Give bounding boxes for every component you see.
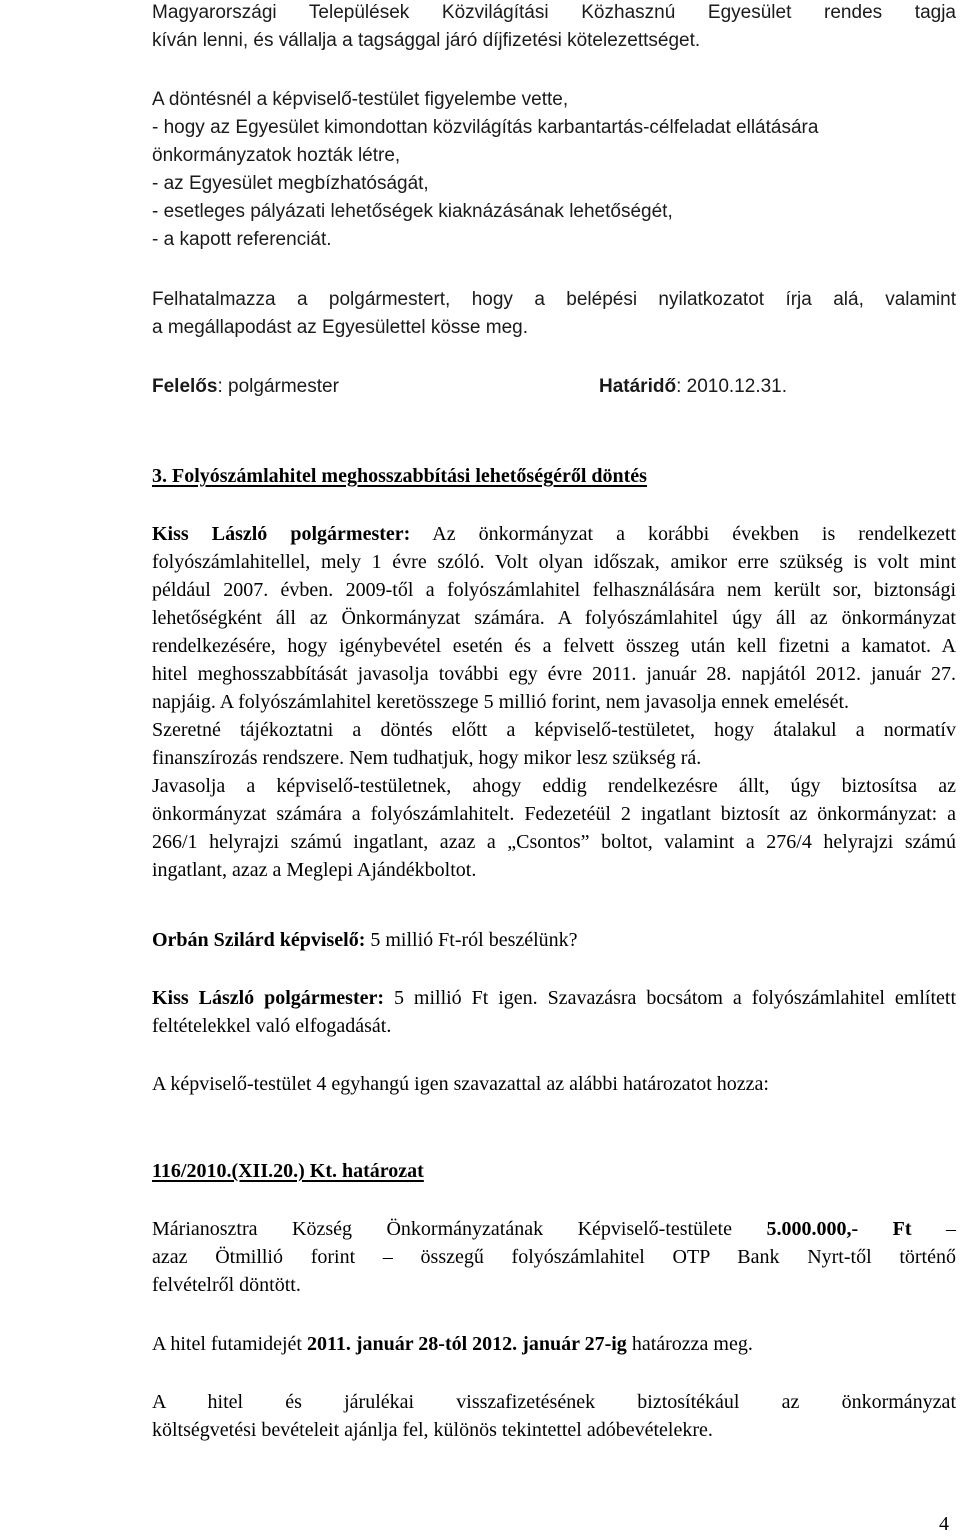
consideration-line: - az Egyesület megbízhatóságát, — [152, 173, 429, 194]
section-3-title: 3. Folyószámlahitel meghosszabbítási lehetőségéről döntés — [152, 465, 647, 487]
consideration-line: - esetleges pályázati lehetőségek kiaknázásának lehetőségét, — [152, 201, 673, 222]
resolution-line: azaz Ötmillió forint – összegű folyószámlahitel OTP Bank Nyrt-től történő — [152, 1246, 956, 1268]
authorization-paragraph — [152, 286, 956, 342]
consideration-line: - a kapott referenciát. — [152, 229, 332, 250]
speech-paragraph-3 — [152, 984, 956, 1040]
speech-1-line: Kiss László polgármester: Az önkormányzat a korábbi években is rendelkezett — [152, 523, 957, 545]
hatarido-field — [599, 373, 787, 401]
speech-paragraph-1 — [152, 520, 956, 884]
speech-1-line: hitel meghosszabbítását javasolja további egy évre 2011. január 28. napjától 2012. január 27. — [152, 663, 956, 685]
resolution-number: 116/2010.(XII.20.) Kt. határozat — [152, 1160, 424, 1182]
speech-1-line: önkormányzat számára a folyószámlahitelt. Fedezetéül 2 ingatlant biztosít az önkormányzat: a — [152, 803, 956, 825]
speech-1-line: lehetőségként áll az Önkormányzat számára. A folyószámlahitel úgy áll az önkormányzat — [152, 607, 956, 629]
page-number: 4 — [939, 1513, 949, 1535]
resolution-line: A hitel és járulékai visszafizetésének biztosítékául az önkormányzat — [152, 1391, 956, 1413]
resolution-title — [152, 1157, 956, 1185]
resolution-paragraph-3 — [152, 1388, 956, 1444]
speaker-name: Kiss László polgármester: — [152, 987, 385, 1009]
speech-1-line: Javasolja a képviselő-testületnek, ahogy eddig rendelkezésre állt, úgy biztosítsa az — [152, 775, 956, 797]
speech-1-line: napjáig. A folyószámlahitel keretösszege 5 millió forint, nem javasolja ennek emelését. — [152, 691, 850, 713]
resolution-line: felvételről döntött. — [152, 1274, 301, 1296]
speaker-name: Orbán Szilárd képviselő: — [152, 929, 366, 951]
felelos-label: Felelős — [152, 376, 218, 397]
intro-line-2: kíván lenni, és vállalja a tagsággal járó díjfizetési kötelezettséget. — [152, 30, 701, 51]
felelos-value: : polgármester — [217, 376, 339, 397]
vote-paragraph: A képviselő-testület 4 egyhangú igen szavazattal az alábbi határozatot hozza: — [152, 1073, 769, 1095]
consideration-line: - hogy az Egyesület kimondottan közvilágítás karbantartás-célfeladat ellátására — [152, 117, 819, 138]
speech-3-line: feltételekkel való elfogadását. — [152, 1015, 392, 1037]
hatarido-label: Határidő — [599, 376, 677, 397]
resolution-line: költségvetési bevételeit ajánlja fel, különös tekintettel adóbevételekre. — [152, 1419, 713, 1441]
felelos-field — [152, 373, 339, 401]
section-heading — [152, 462, 956, 490]
speaker-name: Kiss László polgármester: — [152, 523, 411, 545]
loan-amount: 5.000.000,- Ft — [766, 1218, 912, 1240]
intro-line-1: Magyarországi Települések Közvilágítási Közhasznú Egyesület rendes tagja — [152, 2, 956, 23]
speech-1-line: ingatlant, azaz a Meglepi Ajándékboltot. — [152, 859, 477, 881]
speech-1-line: Szeretné tájékoztatni a döntés előtt a képviselő-testületet, hogy átalakul a normatív — [152, 719, 956, 741]
resolution-paragraph-1 — [152, 1215, 956, 1299]
consideration-paragraph — [152, 86, 956, 254]
hatarido-value: : 2010.12.31. — [676, 376, 788, 397]
consideration-line: A döntésnél a képviselő-testület figyelembe vette, — [152, 89, 569, 110]
speech-1-line: folyószámlahitellel, mely 1 évre szóló. Volt olyan időszak, amikor erre szükség is volt mint — [152, 551, 956, 573]
resolution-line: Márianosztra Község Önkormányzatának Képviselő-testülete 5.000.000,- Ft – — [152, 1218, 957, 1240]
speech-paragraph-2: Orbán Szilárd képviselő: 5 millió Ft-ról beszélünk? — [152, 929, 578, 951]
consideration-line: önkormányzatok hozták létre, — [152, 145, 401, 166]
speech-1-line: finanszírozás rendszere. Nem tudhatjuk, hogy mikor lesz szükség rá. — [152, 747, 702, 769]
intro-paragraph — [152, 0, 956, 55]
speech-1-line: például 2007. évben. 2009-től a folyószámlahitel felhasználására nem került sor, biztonsági — [152, 579, 956, 601]
authorization-line-2: a megállapodást az Egyesülettel kösse meg. — [152, 317, 528, 338]
resolution-paragraph-2: A hitel futamidejét 2011. január 28-tól 2012. január 27-ig határozza meg. — [152, 1333, 753, 1355]
loan-term: 2011. január 28-tól 2012. január 27-ig — [306, 1333, 627, 1355]
speech-1-line: rendelkezésére, hogy igénybevétel esetén és a felvett összeg után kell fizetni a kamatot. A — [152, 635, 956, 657]
speech-3-line: Kiss László polgármester: 5 millió Ft igen. Szavazásra bocsátom a folyószámlahitel említett — [152, 987, 957, 1009]
speech-1-line: 266/1 helyrajzi számú ingatlant, azaz a „Csontos” boltot, valamint a 276/4 helyrajzi számú — [152, 831, 956, 853]
authorization-line-1: Felhatalmazza a polgármestert, hogy a belépési nyilatkozatot írja alá, valamint — [152, 289, 956, 310]
